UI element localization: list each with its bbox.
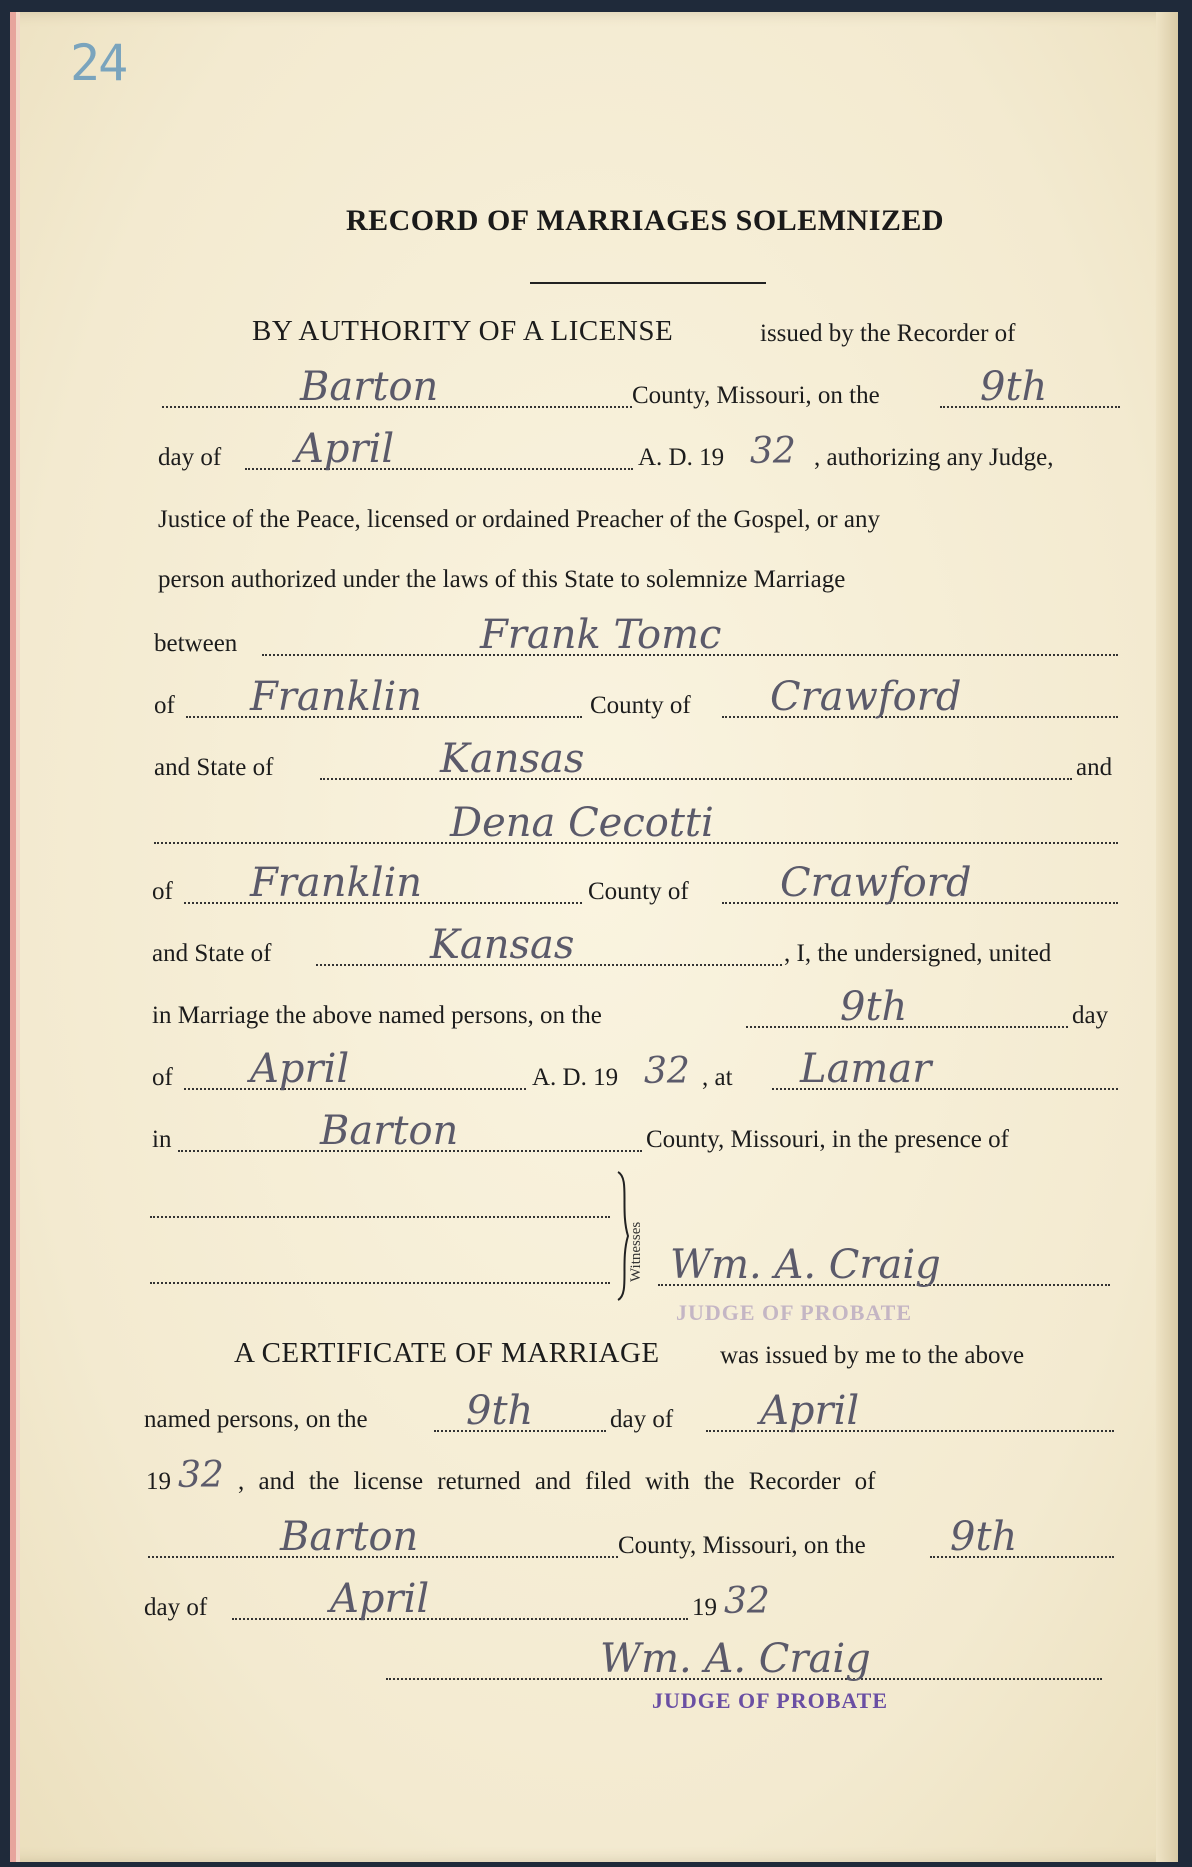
bride-county-hw: Crawford xyxy=(780,860,972,906)
certificate-line-1 xyxy=(150,1334,1130,1374)
certificate-filed-19: 19 xyxy=(692,1594,717,1621)
license-year-hw: 32 xyxy=(750,431,796,472)
certificate-issued: was issued by me to the above xyxy=(720,1342,1025,1369)
ceremony-day-hw: 9th xyxy=(840,984,908,1030)
certificate-filed-year-hw: 32 xyxy=(724,1581,770,1622)
witness-line-2 xyxy=(150,1282,610,1284)
license-authorizing: , authorizing any Judge, xyxy=(814,444,1054,471)
license-county-label: County, Missouri, on the xyxy=(632,382,880,409)
certificate-day-of2: day of xyxy=(144,1594,208,1621)
returned-label: , and the license returned and filed with the Recorder of xyxy=(238,1468,876,1495)
license-ad: A. D. 19 xyxy=(638,444,725,471)
bride-city-hw: Franklin xyxy=(250,860,423,906)
license-line-2 xyxy=(150,364,1130,414)
bride-name-line xyxy=(150,800,1130,850)
officiant-signature-line xyxy=(650,1242,1120,1292)
groom-residence-line xyxy=(150,674,1130,724)
license-justice-line: Justice of the Peace, licensed or ordained Preacher of the Gospel, or any xyxy=(158,506,880,533)
title-divider xyxy=(530,282,766,284)
page-number: 24 xyxy=(70,34,127,92)
ceremony-at: , at xyxy=(702,1064,733,1091)
page-title: RECORD OF MARRIAGES SOLEMNIZED xyxy=(345,204,945,237)
witness-line-1 xyxy=(150,1216,610,1218)
register-page xyxy=(10,12,1178,1862)
officiant-signature-hw: Wm. A. Craig xyxy=(670,1242,941,1288)
certificate-day-of: day of xyxy=(610,1406,674,1433)
judge-signature-hw: Wm. A. Craig xyxy=(600,1636,871,1682)
groom-name-line xyxy=(150,612,1130,662)
license-county-hw: Barton xyxy=(300,364,439,410)
in-marriage-label: in Marriage the above named persons, on the xyxy=(152,1002,602,1029)
certificate-19: 19 xyxy=(146,1468,171,1495)
judge-signature-line xyxy=(370,1636,1110,1686)
ceremony-day-label: day xyxy=(1072,1002,1109,1029)
ceremony-county-line xyxy=(150,1108,1130,1158)
bride-name-hw: Dena Cecotti xyxy=(450,800,714,846)
presence-label: County, Missouri, in the presence of xyxy=(646,1126,1009,1153)
ceremony-county-hw: Barton xyxy=(320,1108,459,1154)
certificate-month-hw: April xyxy=(760,1388,860,1434)
license-month-hw: April xyxy=(295,426,395,472)
certificate-filed-month-hw: April xyxy=(330,1576,430,1622)
groom-city-hw: Franklin xyxy=(250,674,423,720)
ceremony-year-hw: 32 xyxy=(644,1051,690,1092)
judge-of-probate-stamp: JUDGE OF PROBATE xyxy=(652,1688,889,1713)
ceremony-ad: A. D. 19 xyxy=(532,1064,619,1091)
certificate-filed-day-hw: 9th xyxy=(950,1514,1018,1560)
bride-and-state-of: and State of xyxy=(152,940,272,967)
groom-state-line xyxy=(150,736,1130,786)
license-line-1 xyxy=(240,312,1140,352)
license-day-of: day of xyxy=(158,444,222,471)
between-label: between xyxy=(154,630,238,657)
ceremony-in: in xyxy=(152,1126,172,1153)
certificate-line-3 xyxy=(140,1455,1130,1500)
ceremony-of: of xyxy=(152,1064,173,1091)
groom-and-state-of: and State of xyxy=(154,754,274,781)
license-day-hw: 9th xyxy=(980,364,1048,410)
groom-of: of xyxy=(154,692,175,719)
page-edge xyxy=(1156,12,1178,1862)
groom-name-hw: Frank Tomc xyxy=(480,612,722,658)
certificate-county-label: County, Missouri, on the xyxy=(618,1532,866,1559)
license-line-4 xyxy=(150,498,1130,538)
license-issued-by: issued by the Recorder of xyxy=(760,320,1016,347)
bride-residence-line xyxy=(150,860,1130,910)
ceremony-date-line xyxy=(150,984,1130,1034)
undersigned-label: , I, the undersigned, united xyxy=(784,940,1052,967)
ceremony-month-hw: April xyxy=(250,1046,350,1092)
groom-county-hw: Crawford xyxy=(770,674,962,720)
ceremony-place-hw: Lamar xyxy=(800,1046,932,1092)
groom-county-of: County of xyxy=(590,692,691,719)
ceremony-place-line xyxy=(150,1046,1130,1096)
certificate-year-hw: 32 xyxy=(178,1455,224,1496)
bride-county-of: County of xyxy=(588,878,689,905)
license-line-5 xyxy=(150,558,1130,598)
license-line-3 xyxy=(150,426,1130,476)
certificate-day-hw: 9th xyxy=(466,1388,534,1434)
certificate-line-4 xyxy=(140,1514,1130,1564)
certificate-line-5 xyxy=(140,1576,1130,1626)
witnesses-label: Witnesses xyxy=(628,1221,644,1282)
groom-state-hw: Kansas xyxy=(440,736,585,782)
bride-state-line xyxy=(150,922,1130,972)
certificate-county-hw: Barton xyxy=(280,1514,419,1560)
license-person-line: person authorized under the laws of this State to solemnize Marriage xyxy=(158,566,846,593)
officiant-stamp: JUDGE OF PROBATE xyxy=(676,1300,913,1325)
bride-of: of xyxy=(152,878,173,905)
license-lead: BY AUTHORITY OF A LICENSE xyxy=(252,315,674,347)
certificate-lead: A CERTIFICATE OF MARRIAGE xyxy=(234,1337,660,1369)
bride-state-hw: Kansas xyxy=(430,922,575,968)
and-label: and xyxy=(1076,754,1113,781)
named-persons-label: named persons, on the xyxy=(144,1406,368,1433)
certificate-line-2 xyxy=(140,1388,1130,1438)
